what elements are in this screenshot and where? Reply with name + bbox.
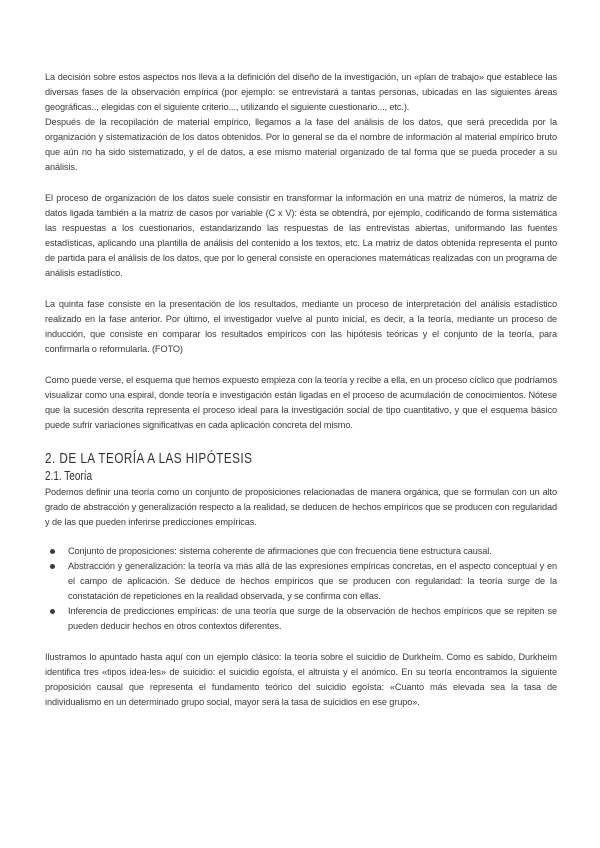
theory-bullet-list (45, 544, 557, 634)
document-page (45, 70, 557, 710)
list-item: Inferencia de predicciones empíricas: de una teoría que surge de la observación de hechos empíricos que se repiten se pueden deducir hechos en otros contextos diferentes. (45, 604, 557, 634)
section-heading: 2. DE LA TEORÍA A LAS HIPÓTESIS (45, 450, 253, 467)
paragraph-results: La quinta fase consiste en la presentación de los resultados, mediante un proceso de interpretación del análisis estadístico realizado en la fase anterior. Por último, el investigador vuelve al punto inicial, es decir, a la teoría, mediante un proceso de inducción, que consiste en comparar los resultados empíricos con las hipótesis teóricas y el conjunto de la teoría, para confirmarla o reformularla. (FOTO) (45, 299, 557, 354)
paragraph-durkheim-example: Ilustramos lo apuntado hasta aquí con un ejemplo clásico: la teoría sobre el suicidio de Durkheim. Como es sabido, Durkheim identifica tres «tipos idea-les» de suicidio: el suicidio egoísta, el altruista y el anómico. En su teoría encontramos la siguiente proposición causal que representa el fundamento teórico del suicidio egoísta: «Cuanto más elevada sea la tasa de individualismo en un determinado grupo social, mayor será la tasa de suicidios en ese grupo». (45, 652, 557, 707)
paragraph-data-matrix: El proceso de organización de los datos suele consistir en transformar la información en una matriz de números, la matriz de datos ligada también a la matriz de casos por variable (C x V): ésta se obtendrá, por ejemplo, codificando de forma sistemática las respuestas a los cuestionarios, estandarizando las respuestas de las entrevistas abiertas, uniformando las fuentes estadísticas, aplicando una plantilla de análisis del contenido a los textos, etc. La matriz de datos obtenida representa el punto de partida para el análisis de los datos, que por lo general consiste en operaciones matemáticas realizadas con un programa de análisis estadístico. (45, 193, 557, 278)
list-item: Abstracción y generalización: la teoría va más allá de las expresiones empíricas concretas, en el aspecto conceptual y en el campo de aplicación. Se deduce de hechos empíricos que se producen con regularidad: la teoría surge de la constatación de repeticiones en la realidad observada, y se confirma con ellas. (45, 559, 557, 604)
list-item: Conjunto de proposiciones: sistema coherente de afirmaciones que con frecuencia tiene estructura causal. (45, 544, 557, 559)
paragraph-research-design: La decisión sobre estos aspectos nos lleva a la definición del diseño de la investigación, un «plan de trabajo» que establece las diversas fases de la observación empírica (por ejemplo: se entrevistará a tantas personas, ubicadas en las siguientes áreas geográficas.., elegidas con el siguiente criterio..., utilizando el siguiente cuestionario..., etc.). (45, 72, 557, 112)
subsection-heading: 2.1. Teoría (45, 469, 93, 483)
paragraph-theory-definition: Podemos definir una teoría como un conjunto de proposiciones relacionadas de manera orgánica, que se formulan con un alto grado de abstracción y generalización respecto a la realidad, se deducen de hechos empíricos que se producen con regularidad y de las que pueden inferirse predicciones empíricas. (45, 487, 557, 527)
paragraph-data-analysis: Después de la recopilación de material empírico, llegamos a la fase del análisis de los datos, que será precedida por la organización y sistematización de los datos obtenidos. Por lo general se da el nombre de información al material empírico bruto que aún no ha sido sistematizado, y el de datos, a ese mismo material organizado de tal forma que se pueda proceder a su análisis. (45, 117, 557, 172)
paragraph-cycle: Como puede verse, el esquema que hemos expuesto empieza con la teoría y recibe a ella, en un proceso cíclico que podríamos visualizar como una espiral, donde teoría e investigación están ligadas en el proceso de acumulación de conocimientos. Nótese que la sucesión descrita representa el proceso ideal para la investigación social de tipo cuantitativo, y que el esquema básico puede sufrir variaciones significativas en cada aplicación concreta del mismo. (45, 375, 557, 430)
